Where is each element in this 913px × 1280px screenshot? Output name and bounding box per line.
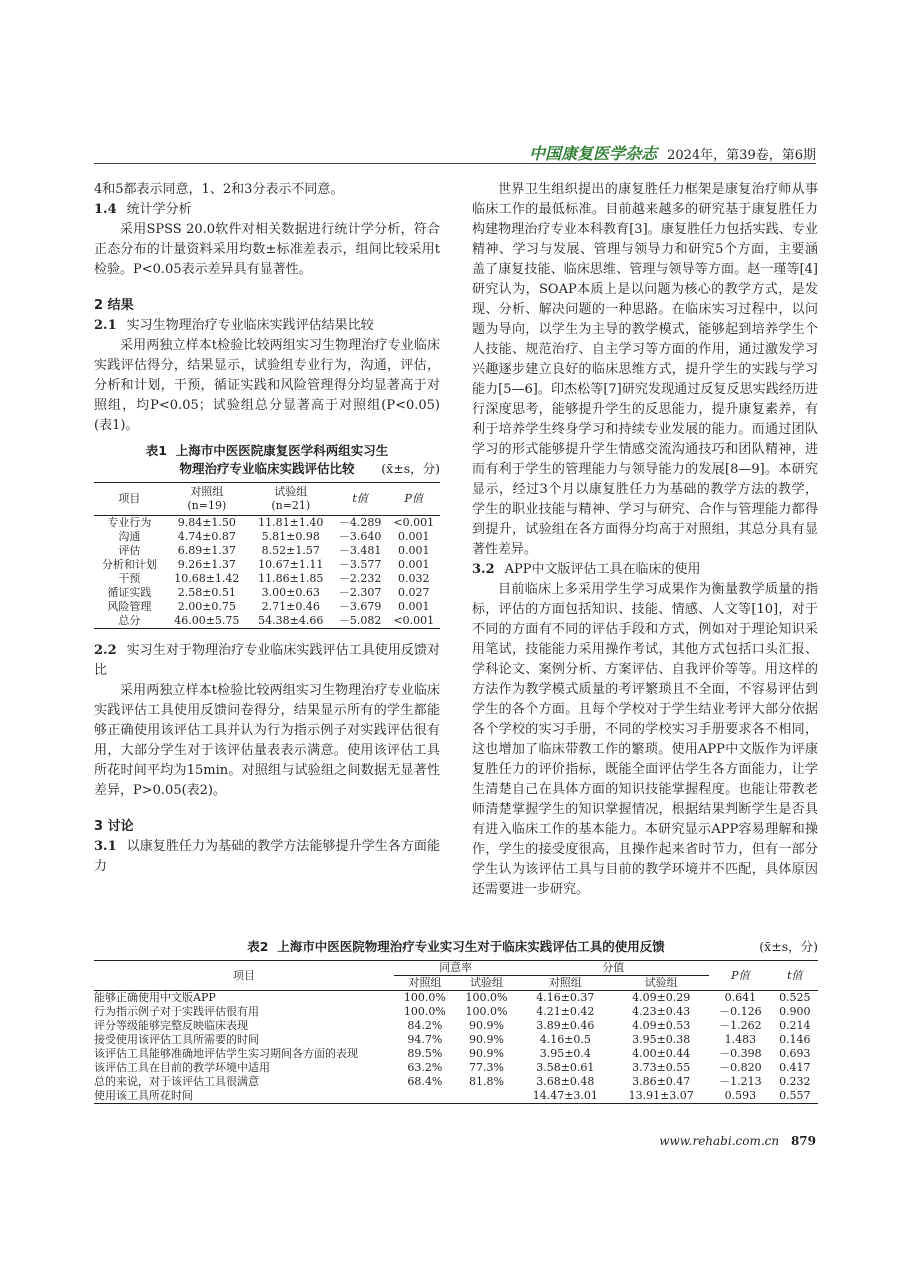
- table-cell: 6.89±1.37: [177, 544, 236, 557]
- footer-url: www.rehabi.com.cn: [659, 1134, 780, 1148]
- table-1-title-1: 上海市中医医院康复医学科两组实习生: [175, 443, 389, 458]
- table-cell: 行为指示例子对于实践评估很有用: [94, 1005, 259, 1018]
- table-cell: 4.16±0.37: [536, 991, 595, 1004]
- paragraph-continued: 4和5都表示同意，1、2和3分表示不同意。: [94, 182, 344, 197]
- section-1-4-text: 采用SPSS 20.0软件对相关数据进行统计学分析，符合正态分布的计量资料采用均数±标准差表示，组间比较采用t检验。P<0.05表示差异具有显著性。: [94, 222, 440, 277]
- table-cell: 81.8%: [469, 1075, 504, 1088]
- table-2-header-item: 项目: [94, 961, 394, 991]
- table-row: [94, 991, 818, 1006]
- section-3-1-heading: 3.1 以康复胜任力为基础的教学方法能够提升学生各方面能力: [94, 839, 440, 874]
- table-cell: 循证实践: [107, 586, 152, 599]
- table-1-title-2: 物理治疗专业临床实践评估比较: [179, 461, 355, 476]
- table-cell: 54.38±4.66: [258, 614, 324, 627]
- table-2-caption: [94, 938, 818, 956]
- section-3-2-heading: 3.2 APP中文版评估工具在临床的使用: [472, 562, 701, 577]
- running-header: [529, 141, 816, 164]
- table-row: [94, 1061, 818, 1075]
- table-cell: 0.146: [779, 1033, 811, 1046]
- table-cell: 2.58±0.51: [177, 586, 236, 599]
- table-cell: －3.577: [338, 558, 382, 571]
- table-cell: －3.640: [338, 530, 382, 543]
- table-cell: 0.232: [779, 1075, 811, 1088]
- table-cell: 4.09±0.29: [632, 991, 691, 1004]
- table-cell: 3.58±0.61: [536, 1061, 595, 1074]
- table-1-header: t值: [333, 483, 388, 516]
- table-cell: 11.86±1.85: [258, 572, 324, 585]
- table-cell: 能够正确使用中文版APP: [94, 991, 216, 1004]
- table-2-header-ctrl: 对照组: [517, 976, 613, 991]
- table-cell: 90.9%: [469, 1047, 504, 1060]
- table-cell: 68.4%: [407, 1075, 443, 1088]
- table-row: [94, 586, 440, 600]
- section-2-heading: 2 结果: [94, 298, 134, 313]
- table-cell: 总的来说，对于该评估工具很满意: [94, 1075, 259, 1088]
- table-cell: <0.001: [393, 614, 435, 627]
- table-cell: －2.232: [338, 572, 382, 585]
- table-cell: 10.68±1.42: [174, 572, 240, 585]
- table-1-unit: (x̄±s，分): [381, 461, 440, 476]
- table-cell: －0.398: [719, 1047, 762, 1060]
- table-cell: 4.74±0.87: [177, 530, 236, 543]
- table-cell: 77.3%: [469, 1061, 504, 1074]
- table-cell: 0.027: [398, 586, 430, 599]
- table-cell: 使用该工具所花时间: [94, 1089, 193, 1102]
- table-cell: 3.86±0.47: [632, 1075, 691, 1088]
- table-cell: 0.557: [779, 1089, 811, 1102]
- journal-name: 中国康复医学杂志: [529, 144, 658, 163]
- table-cell: 0.001: [398, 600, 430, 613]
- table-cell: 89.5%: [407, 1047, 443, 1060]
- paragraph-who-framework: 世界卫生组织提出的康复胜任力框架是康复治疗师从事临床工作的最低标准。目前越来越多的研究基于康复胜任力构建物理治疗专业本科教育[3]。康复胜任力包括实践、专业精神、学习与发展、管理与领导力和研究5个方面，主要涵盖了康复技能、临床思维、管理与领导等方面。赵一瑾等[4]研究认为，SOAP本质上是以问题为核心的教学方式，是发现、分析、解决问题的一种思路。在临床实习过程中，以问题为导向，以学生为主导的教学模式，能够起到培养学生个人技能、规范治疗、自主学习等方面的作用，通过激发学习兴趣逐步建立良好的临床思维方式，提升学生的实践与学习能力[5—6]。印杰松等[7]研究发现通过反复反思实践经历进行深度思考，能够提升学生的反思能力，提升康复素养，有利于培养学生终身学习和持续专业发展的能力。而通过团队学习的形式能够提升学生情感交流沟通技巧和团队精神，进而有利于学生的管理能力与领导能力的发展[8—9]。本研究显示，经过3个月以康复胜任力为基础的教学方法的教学，学生的职业技能与精神、学习与研究、合作与管理能力都得到提升，试验组在各方面得分均高于对照组，其总分具有显著性差异。: [472, 182, 818, 557]
- table-cell: 0.001: [398, 558, 430, 571]
- table-cell: 4.21±0.42: [536, 1005, 595, 1018]
- table-cell: －0.126: [719, 1005, 762, 1018]
- table-cell: 8.52±1.57: [261, 544, 320, 557]
- table-2-block: [94, 938, 818, 1104]
- table-cell: 100.0%: [465, 1005, 508, 1018]
- table-cell: 3.73±0.55: [632, 1061, 691, 1074]
- table-row: [94, 516, 440, 531]
- table-cell: 100.0%: [465, 991, 508, 1004]
- table-row: [94, 1075, 818, 1089]
- table-2: [94, 960, 818, 1104]
- table-2-header-t: t值: [772, 961, 818, 991]
- table-cell: 4.23±0.43: [632, 1005, 691, 1018]
- table-cell: －3.679: [338, 600, 382, 613]
- table-cell: 0.525: [779, 991, 811, 1004]
- table-cell: 该评估工具能够准确地评估学生实习期间各方面的表现: [94, 1047, 358, 1060]
- table-cell: 100.0%: [403, 1005, 446, 1018]
- table-cell: 13.91±3.07: [628, 1089, 694, 1102]
- table-cell: 0.001: [398, 530, 430, 543]
- table-cell: 0.641: [724, 991, 757, 1004]
- table-row: [94, 558, 440, 572]
- table-cell: 该评估工具在目前的教学环境中适用: [94, 1061, 270, 1074]
- table-cell: 9.84±1.50: [177, 516, 236, 529]
- right-column: [472, 180, 818, 900]
- table-row: [94, 614, 440, 629]
- table-cell: [456, 1089, 518, 1104]
- table-cell: －1.213: [719, 1075, 762, 1088]
- table-cell: 9.26±1.37: [177, 558, 236, 571]
- table-row: [94, 1019, 818, 1033]
- table-cell: <0.001: [393, 516, 435, 529]
- table-1-header: 对照组 (n=19): [165, 483, 249, 516]
- table-2-label: 表2: [247, 939, 269, 954]
- table-row: [94, 600, 440, 614]
- issue-info: 2024年，第39卷，第6期: [667, 148, 816, 163]
- table-2-header-rate: 同意率: [394, 961, 517, 976]
- section-3-heading: 3 讨论: [94, 819, 134, 834]
- table-cell: 分析和计划: [101, 558, 157, 571]
- table-2-title: 上海市中医医院物理治疗专业实习生对于临床实践评估工具的使用反馈: [277, 939, 665, 954]
- table-row: [94, 572, 440, 586]
- table-cell: [394, 1089, 456, 1104]
- table-2-header-exp: 试验组: [456, 976, 518, 991]
- table-cell: －1.262: [719, 1019, 762, 1032]
- table-cell: 风险管理: [107, 600, 152, 613]
- table-cell: 3.00±0.63: [261, 586, 320, 599]
- table-2-header-score: 分值: [517, 961, 709, 976]
- table-cell: 4.16±0.5: [539, 1033, 591, 1046]
- table-1-header: P值: [388, 483, 441, 516]
- table-cell: 评分等级能够完整反映临床表现: [94, 1019, 248, 1032]
- table-cell: 总分: [118, 614, 141, 627]
- table-row: [94, 544, 440, 558]
- table-cell: 3.89±0.46: [536, 1019, 595, 1032]
- section-2-1-text: 采用两独立样本t检验比较两组实习生物理治疗专业临床实践评估得分，结果显示，试验组专业行为，沟通，评估，分析和计划，干预，循证实践和风险管理得分均显著高于对照组，均P<0.05；试验组总分显著高于对照组(P<0.05)(表1)。: [94, 338, 440, 433]
- section-2-2-text: 采用两独立样本t检验比较两组实习生物理治疗专业临床实践评估工具使用反馈问卷得分，结果显示所有的学生都能够正确使用该评估工具并认为行为指示例子对实践评估很有用，大部分学生对于该评估量表表示满意。使用该评估工具所花时间平均为15min。对照组与试验组之间数据无显著性差异，P>0.05(表2)。: [94, 683, 440, 798]
- table-cell: 2.71±0.46: [261, 600, 320, 613]
- table-cell: 沟通: [118, 530, 141, 543]
- table-cell: －3.481: [338, 544, 382, 557]
- table-1: [94, 482, 440, 629]
- table-2-header-ctrl: 对照组: [394, 976, 456, 991]
- table-cell: 0.693: [779, 1047, 811, 1060]
- table-cell: 专业行为: [107, 516, 152, 529]
- table-cell: 1.483: [724, 1033, 757, 1046]
- table-cell: 4.00±0.44: [632, 1047, 691, 1060]
- table-cell: 0.417: [779, 1061, 811, 1074]
- table-cell: 4.09±0.53: [632, 1019, 691, 1032]
- table-cell: 2.00±0.75: [177, 600, 236, 613]
- table-2-unit: (x̄±s，分): [759, 939, 818, 954]
- table-1-caption: [94, 442, 440, 478]
- table-row: [94, 1047, 818, 1061]
- table-1-header: 项目: [94, 483, 165, 516]
- paragraph-app-evaluation: 目前临床上多采用学生学习成果作为衡量教学质量的指标，评估的方面包括知识、技能、情感、人文等[10]，对于不同的方面有不同的评估手段和方式，例如对于理论知识采用笔试，技能能力采用操作考试，其他方式包括口头汇报、学科论文、案例分析、方案评估、自我评价等等。用这样的方法作为教学模式质量的考评繁琐且不全面，不容易评估到学生的各个方面。且每个学校对于学生结业考评大部分依据各个学校的实习手册，不同的学校实习手册要求各不相同，这也增加了临床带教工作的繁琐。使用APP中文版作为评康复胜任力的评价指标，既能全面评估学生各方面能力，让学生清楚自己在具体方面的知识技能掌握程度。也能让带教老师清楚掌握学生的知识掌握情况，根据结果判断学生是否具有进入临床工作的基本能力。本研究显示APP容易理解和操作，学生的接受度很高，且操作起来省时节力，但有一部分学生认为该评估工具与目前的教学环境并不匹配，具体原因还需要进一步研究。: [472, 582, 818, 897]
- table-cell: －0.820: [719, 1061, 762, 1074]
- section-2-2-heading: 2.2 实习生对于物理治疗专业临床实践评估工具使用反馈对比: [94, 643, 440, 678]
- table-cell: 3.95±0.38: [632, 1033, 691, 1046]
- table-cell: 干预: [118, 572, 141, 585]
- table-cell: 90.9%: [469, 1019, 504, 1032]
- table-cell: 0.032: [398, 572, 430, 585]
- table-cell: 11.81±1.40: [258, 516, 324, 529]
- table-cell: 0.593: [724, 1089, 757, 1102]
- table-cell: 100.0%: [403, 991, 446, 1004]
- table-cell: 接受使用该评估工具所需要的时间: [94, 1033, 259, 1046]
- table-cell: 5.81±0.98: [261, 530, 320, 543]
- table-2-header-p: P值: [709, 961, 772, 991]
- header-rule: [94, 163, 816, 164]
- page-footer: [659, 1134, 816, 1148]
- table-cell: 90.9%: [469, 1033, 504, 1046]
- table-cell: 评估: [118, 544, 141, 557]
- table-row: [94, 530, 440, 544]
- table-row: [94, 1005, 818, 1019]
- table-cell: －4.289: [338, 516, 382, 529]
- table-cell: 84.2%: [407, 1019, 443, 1032]
- table-cell: 10.67±1.11: [258, 558, 324, 571]
- table-cell: 94.7%: [407, 1033, 443, 1046]
- table-cell: 3.68±0.48: [536, 1075, 595, 1088]
- table-1-header: 试验组 (n=21): [249, 483, 333, 516]
- table-2-header-exp: 试验组: [613, 976, 709, 991]
- table-row: [94, 1033, 818, 1047]
- table-cell: 0.214: [779, 1019, 811, 1032]
- table-cell: 0.001: [398, 544, 430, 557]
- table-cell: 46.00±5.75: [174, 614, 240, 627]
- table-row: [94, 1089, 818, 1104]
- page-number: 879: [790, 1134, 816, 1148]
- table-cell: －5.082: [338, 614, 382, 627]
- table-cell: 63.2%: [407, 1061, 443, 1074]
- left-column: [94, 180, 440, 877]
- table-cell: 3.95±0.4: [539, 1047, 591, 1060]
- table-1-label: 表1: [145, 443, 167, 458]
- table-cell: 14.47±3.01: [532, 1089, 598, 1102]
- table-cell: －2.307: [338, 586, 382, 599]
- section-1-4-heading: 1.4 统计学分析: [94, 202, 192, 217]
- section-2-1-heading: 2.1 实习生物理治疗专业临床实践评估结果比较: [94, 318, 374, 333]
- table-cell: 0.900: [779, 1005, 811, 1018]
